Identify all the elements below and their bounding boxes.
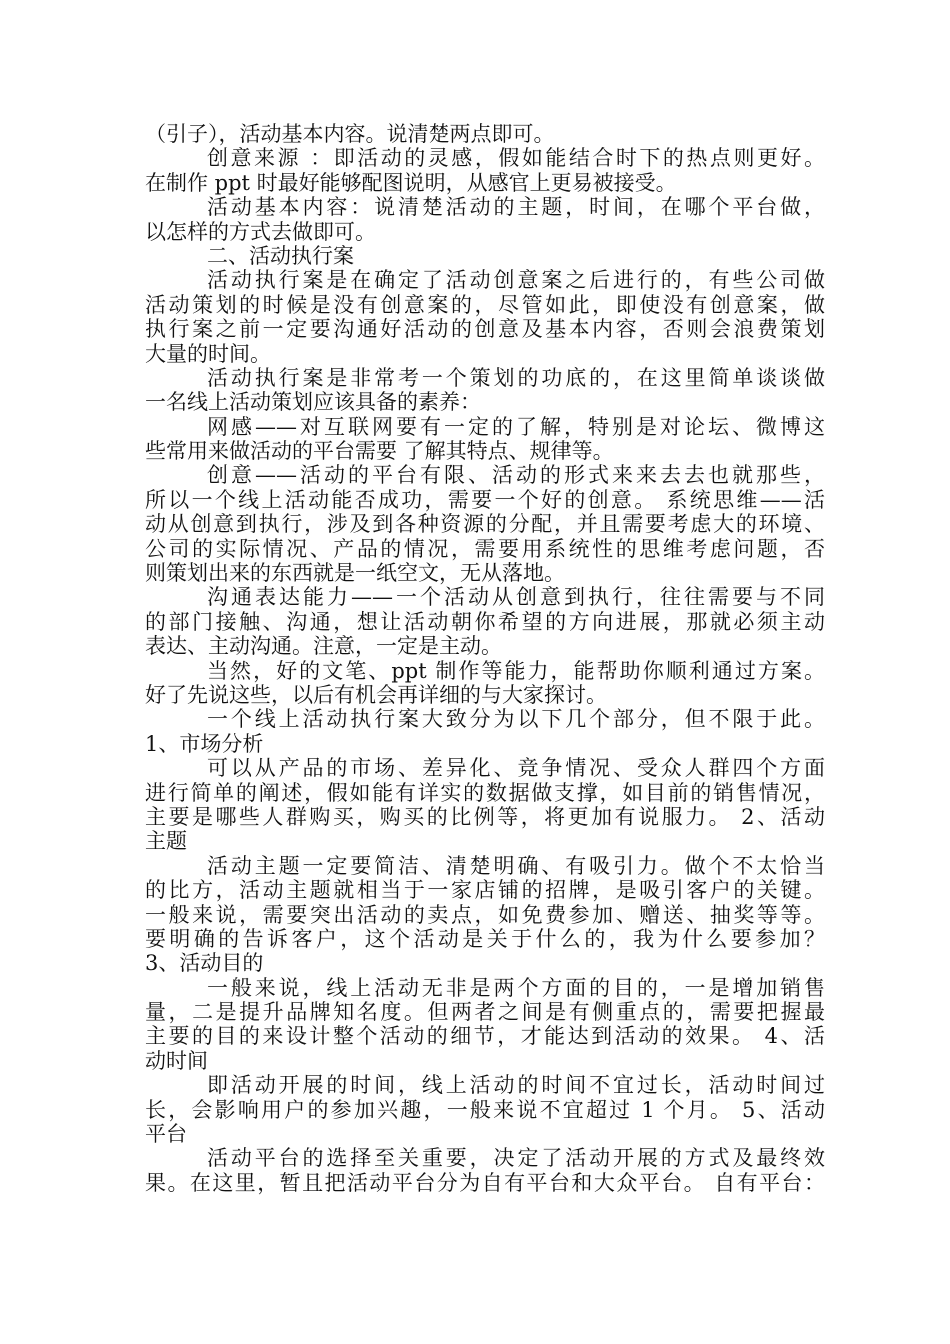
text-line: 一个线上活动执行案大致分为以下几个部分，但不限于此。	[207, 707, 825, 732]
text-line: （引子），活动基本内容。说清楚两点即可。	[145, 122, 555, 146]
text-line: 活动基本内容：说清楚活动的主题，时间，在哪个平台做，	[207, 195, 825, 220]
text-line: 以怎样的方式去做即可。	[145, 219, 376, 244]
text-line: 量，二是提升品牌知名度。但两者之间是有侧重点的，需要把握最	[145, 1000, 825, 1025]
text-line: 活动主题一定要简洁、清楚明确、有吸引力。做个不太恰当	[207, 853, 825, 878]
text-line: 活动执行案是非常考一个策划的功底的，在这里简单谈谈做	[207, 365, 825, 390]
text-line: 即活动开展的时间，线上活动的时间不宜过长，活动时间过	[207, 1073, 825, 1098]
text-line: 在制作 ppt 时最好能够配图说明，从感官上更易被接受。	[145, 170, 677, 195]
text-line: 3、活动目的	[145, 951, 264, 976]
text-line: 创意来源 ：即活动的灵感，假如能结合时下的热点则更好。	[207, 146, 825, 171]
text-line: 公司的实际情况、产品的情况，需要用系统性的思维考虑问题，否	[145, 536, 825, 561]
text-line: 当然，好的文笔、ppt 制作等能力，能帮助你顺利通过方案。	[207, 658, 825, 683]
text-line: 活动执行案是在确定了活动创意案之后进行的，有些公司做	[207, 268, 825, 293]
text-line: 进行简单的阐述，假如能有详实的数据做支撑，如目前的销售情况，	[145, 780, 825, 805]
text-line: 一般来说，线上活动无非是两个方面的目的，一是增加销售	[207, 975, 825, 1000]
text-line: 1、市场分析	[145, 731, 264, 756]
text-line: 一名线上活动策划应该具备的素养：	[145, 390, 481, 415]
text-line: 动从创意到执行，涉及到各种资源的分配，并且需要考虑大的环境、	[145, 512, 825, 537]
text-line: 活动策划的时候是没有创意案的，尽管如此，即使没有创意案，做	[145, 292, 825, 317]
text-line: 要明确的告诉客户，这个活动是关于什么的，我为什么要参加？	[145, 926, 825, 951]
text-line: 一般来说，需要突出活动的卖点，如免费参加、赠送、抽奖等等。	[145, 902, 825, 927]
document-body	[145, 122, 825, 1195]
text-line: 表达、主动沟通。注意，一定是主动。	[145, 634, 502, 659]
text-line: 的比方，活动主题就相当于一家店铺的招牌，是吸引客户的关键。	[145, 878, 825, 903]
text-line: 活动平台的选择至关重要，决定了活动开展的方式及最终效	[207, 1146, 825, 1171]
text-line: 的部门接触、沟通，想让活动朝你希望的方向进展，那就必须主动	[145, 609, 825, 634]
text-line: 长，会影响用户的参加兴趣，一般来说不宜超过 1 个月。 5、活动	[145, 1097, 825, 1122]
text-line: 二、活动执行案	[207, 243, 354, 268]
text-line: 主要是哪些人群购买，购买的比例等，将更加有说服力。 2、活动	[145, 804, 825, 829]
text-line: 所以一个线上活动能否成功，需要一个好的创意。 系统思维——活	[145, 487, 825, 512]
text-line: 主要的目的来设计整个活动的细节，才能达到活动的效果。 4、活	[145, 1024, 825, 1049]
text-line: 大量的时间。	[145, 341, 271, 366]
text-line: 好了先说这些，以后有机会再详细的与大家探讨。	[145, 682, 607, 707]
text-line: 动时间	[145, 1048, 208, 1073]
text-line: 创意——活动的平台有限、活动的形式来来去去也就那些，	[207, 463, 825, 488]
text-line: 些常用来做活动的平台需要 了解其特点、规律等。	[145, 439, 614, 464]
text-line: 执行案之前一定要沟通好活动的创意及基本内容，否则会浪费策划	[145, 317, 825, 342]
text-line: 平台	[145, 1122, 187, 1147]
text-line: 果。在这里，暂且把活动平台分为自有平台和大众平台。 自有平台：	[145, 1170, 825, 1195]
text-line: 则策划出来的东西就是一纸空文，无从落地。	[145, 561, 565, 586]
text-line: 沟通表达能力——一个活动从创意到执行，往往需要与不同	[207, 585, 825, 610]
text-line: 主题	[145, 829, 187, 854]
text-line: 网感——对互联网要有一定的了解，特别是对论坛、微博这	[207, 414, 825, 439]
text-line: 可以从产品的市场、差异化、竞争情况、受众人群四个方面	[207, 756, 825, 781]
